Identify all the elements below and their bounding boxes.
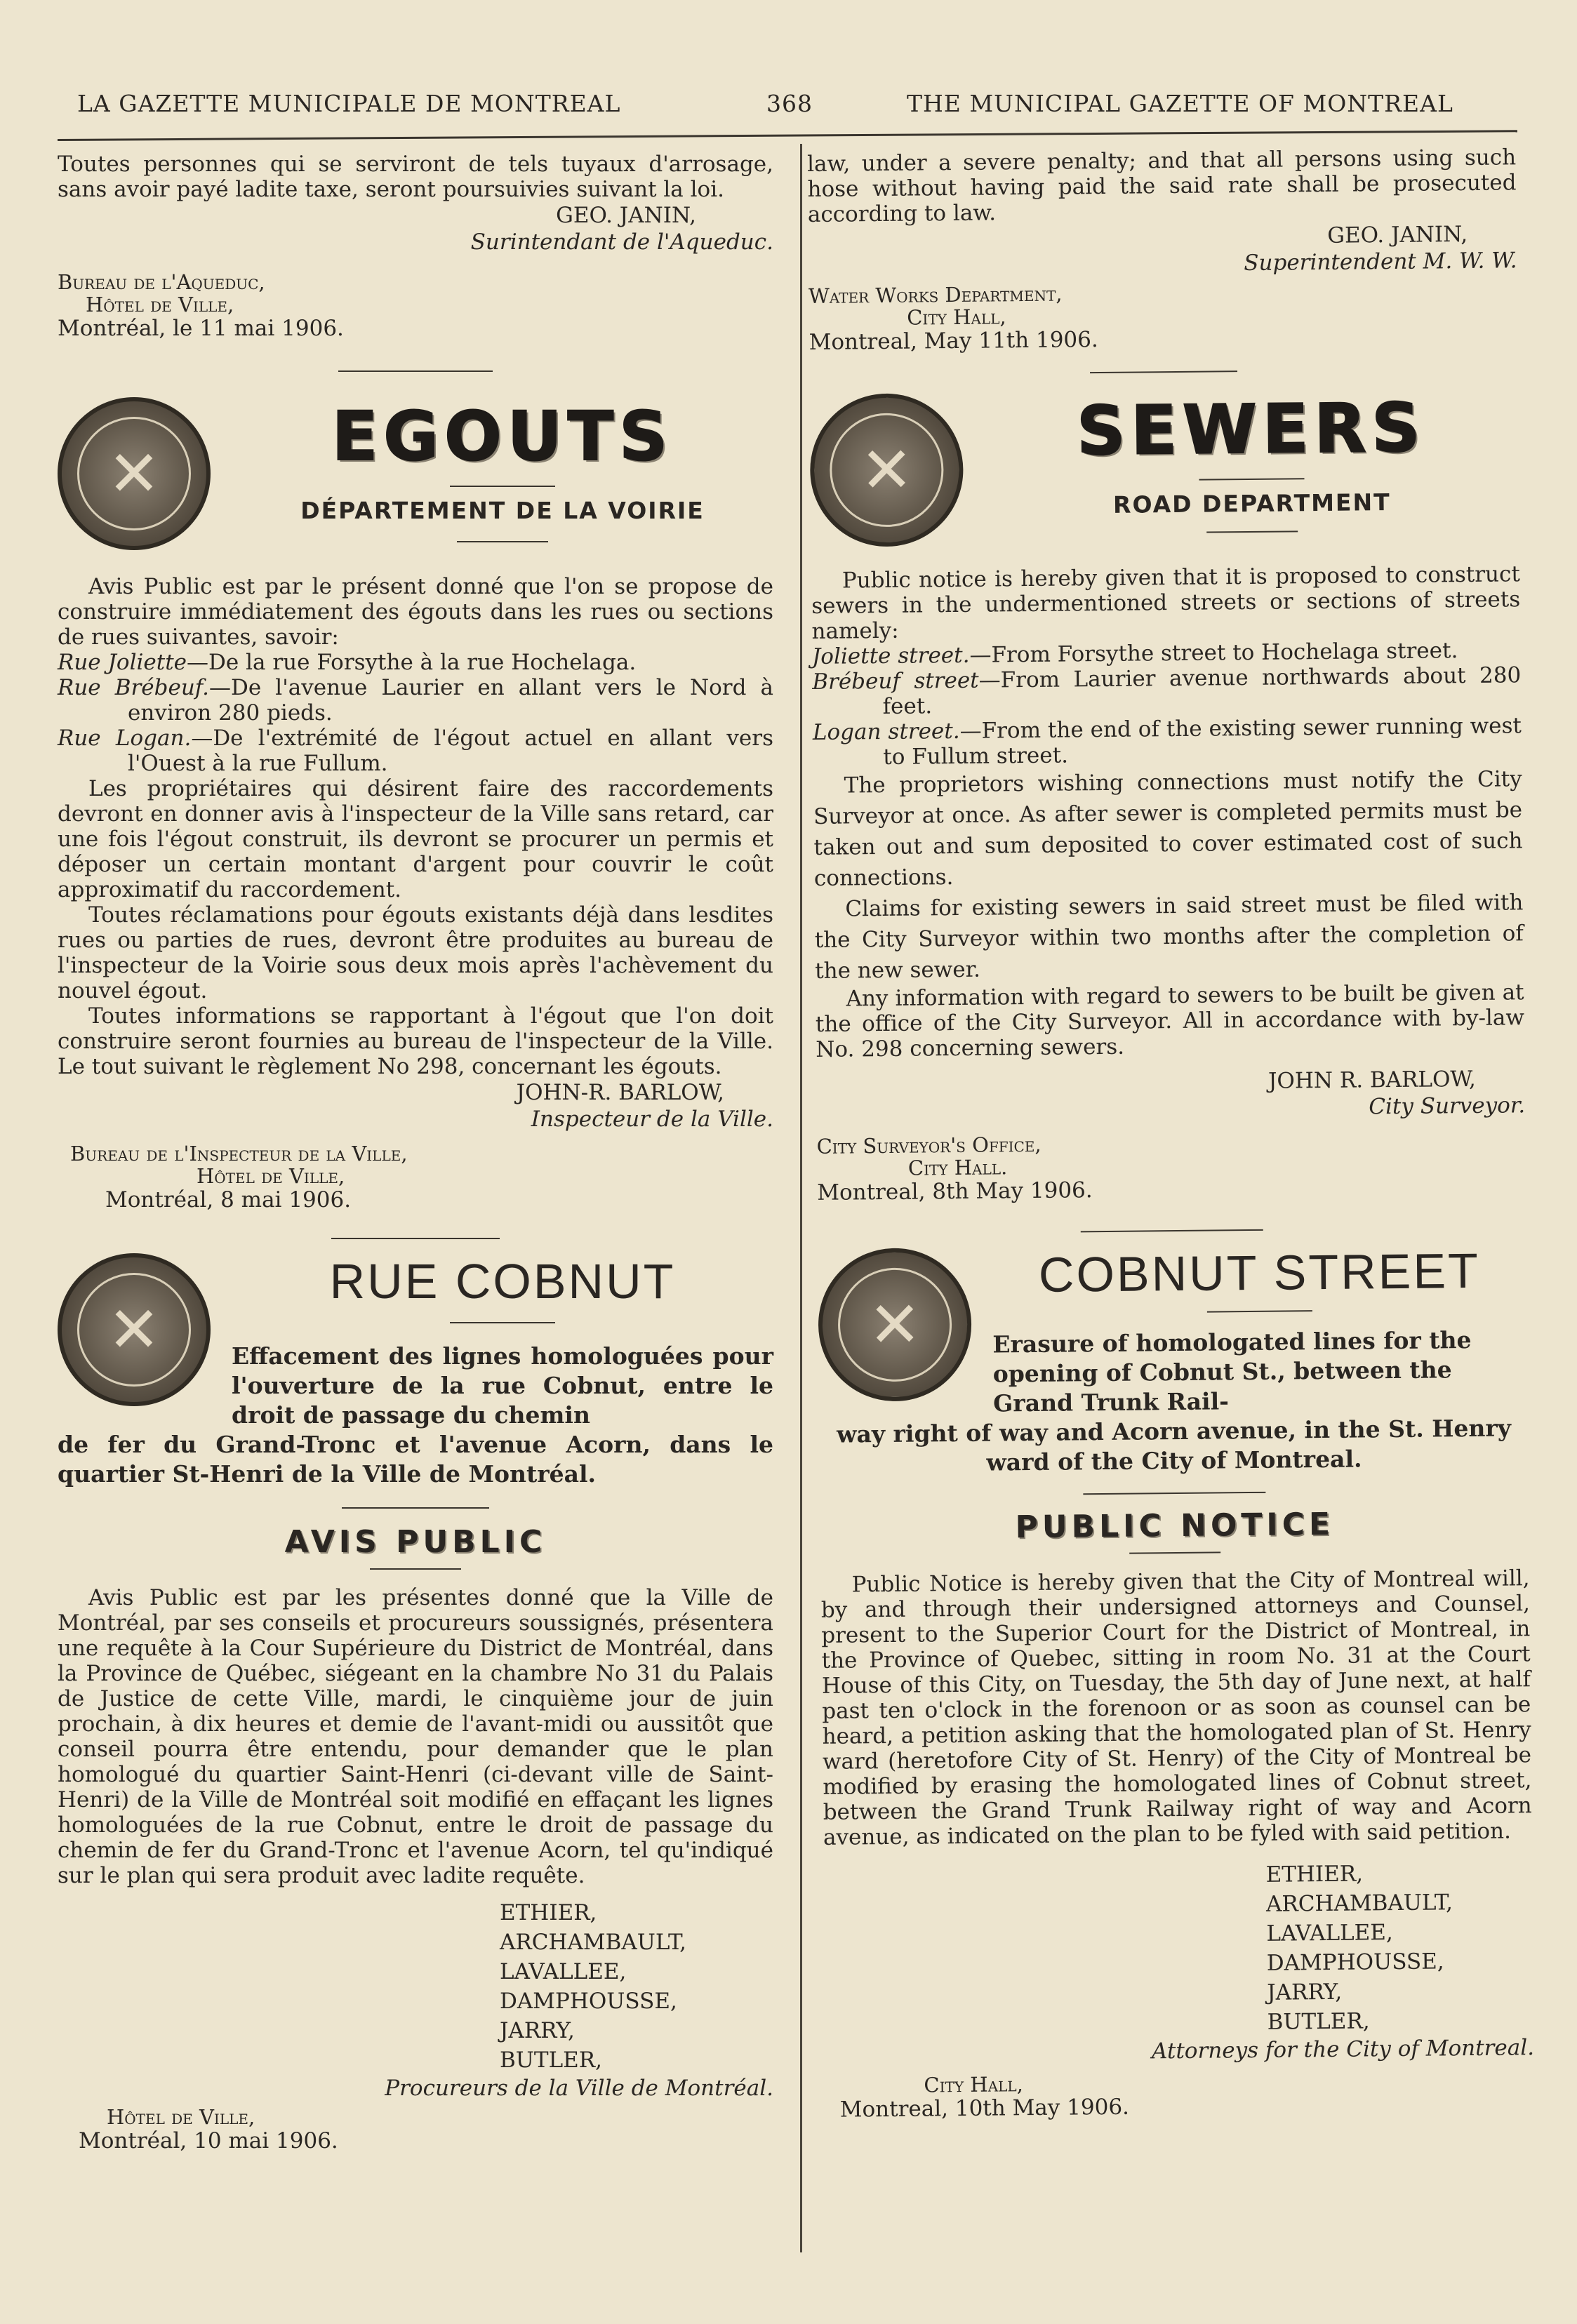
section-rule (342, 1507, 489, 1509)
date-line: Montreal, May 11th 1906. (809, 327, 1098, 355)
rue-cobnut-subtitle: Effacement des lignes homologuées pour l'ouverture de la rue Cobnut, entre le droit de passage du chemin (232, 1342, 773, 1429)
city-seal-icon (58, 397, 211, 550)
egouts-para: Avis Public est par le présent donné que l'on se propose de construire immédiatement des égouts dans les rues ou sections de rues suivantes, savoir: (58, 574, 773, 650)
sewers-para: The proprietors wishing connections must notify the City Surveyor at once. As after sewer is completed permits must be taken out and sum deposited to cover estimated cost of such connections. (813, 766, 1523, 891)
date-line: Montreal, 10th May 1906. (839, 2094, 1130, 2123)
sewers-department: ROAD DEPARTMENT (1112, 488, 1391, 519)
attorney-name: BUTLER, (1267, 2008, 1370, 2035)
egouts-street-brebeuf: Rue Brébeuf.—De l'avenue Laurier en allant vers le Nord à environ 280 pieds. (58, 675, 773, 726)
egouts-dateline (58, 1142, 773, 1213)
date-line: Montréal, 8 mai 1906. (105, 1187, 352, 1213)
section-rule (338, 370, 493, 372)
rue-cobnut-title: RUE COBNUT (329, 1254, 676, 1309)
water-works-signature-title: Superintendent M. W. W. (1244, 248, 1517, 276)
section-rule (1083, 1492, 1265, 1495)
hall-line: City Hall, (907, 305, 1006, 330)
egouts-signature: JOHN-R. BARLOW, (516, 1080, 724, 1105)
section-rule (370, 1568, 461, 1570)
running-head-french: LA GAZETTE MUNICIPALE DE MONTREAL (77, 90, 621, 117)
aqueduct-notice-end: Toutes personnes qui se serviront de tels tuyaux d'arrosage, sans avoir payé ladite taxe, seront poursuivies suivant la loi. (58, 152, 773, 202)
office-line: Bureau de l'Aqueduc, (58, 270, 265, 294)
cobnut-dateline (58, 2106, 773, 2153)
water-works-dateline (809, 278, 1518, 355)
attorneys-title: Procureurs de la Ville de Montréal. (385, 2076, 773, 2101)
attorney-name: ARCHAMBAULT, (500, 1930, 686, 1955)
cobnut-street-subtitle: Erasure of homologated lines for the opening of Cobnut St., between the Grand Trunk Rail- (992, 1325, 1472, 1417)
date-line: Montreal, 8th May 1906. (817, 1177, 1093, 1206)
english-column (807, 145, 1535, 2123)
cobnut-street-subtitle-cont: way right of way and Acorn avenue, in the St. Henry ward of the City of Montreal. (836, 1414, 1512, 1476)
sewers-signature: JOHN R. BARLOW, (1267, 1066, 1476, 1094)
avis-public-heading: AVIS PUBLIC (284, 1524, 547, 1560)
title-rule (1206, 530, 1298, 533)
egouts-title: EGOUTS (331, 397, 674, 476)
public-notice-heading: PUBLIC NOTICE (1015, 1506, 1335, 1546)
sewers-street-logan: Logan street.—From the end of the existing sewer running west to Fullum street. (812, 713, 1522, 770)
running-head-english: THE MUNICIPAL GAZETTE OF MONTREAL (907, 90, 1453, 117)
header-rule (58, 130, 1517, 141)
page-number: 368 (766, 90, 813, 117)
city-seal-icon (809, 393, 964, 547)
public-notice-para: Public Notice is hereby given that the City of Montreal will, by and through their undersigned attorneys and Counsel, present to the Superior Court for the District of Montreal, in the Province of Quebec, sitting in room No. 31 at the Court House of this City, on Tuesday, the 5th day of June next, at half past ten o'clock in the forenoon or as soon as counsel can be heard, a petition asking that the homologated plan of St. Henry ward (heretofore City of St. Henry) of the City of Montreal be modified by erasing the homologated lines of Cobnut street, between the Grand Trunk Railway right of way and Acorn avenue, as indicated on the plan to be fyled with said petition. (820, 1565, 1532, 1850)
date-line: Montréal, 10 mai 1906. (79, 2128, 338, 2153)
egouts-street-logan: Rue Logan.—De l'extrémité de l'égout actuel en allant vers l'Ouest à la rue Fullum. (58, 726, 773, 776)
section-rule (331, 1238, 500, 1239)
egouts-body (58, 574, 773, 1213)
hall-line: City Hall. (907, 1155, 1008, 1180)
hall-line: City Hall, (924, 2072, 1023, 2097)
aqueduct-dateline (58, 271, 773, 341)
attorney-name: JARRY, (500, 2018, 575, 2043)
title-rule (450, 486, 555, 487)
title-rule (457, 541, 548, 542)
attorney-name: ETHIER, (500, 1900, 597, 1925)
hall-line: Hôtel de Ville, (86, 293, 234, 316)
title-rule (1199, 478, 1305, 480)
attorney-name: ARCHAMBAULT, (1265, 1890, 1453, 1917)
attorney-names (58, 1898, 773, 2075)
attorney-name: LAVALLEE, (500, 1959, 627, 1984)
attorneys-title: Attorneys for the City of Montreal. (1151, 2035, 1535, 2064)
section-rule (1129, 1551, 1220, 1554)
attorney-names (823, 1857, 1533, 2041)
attorney-name: ETHIER, (1265, 1861, 1364, 1888)
sewers-header (809, 387, 1519, 547)
aqueduct-signature: GEO. JANIN, (556, 203, 696, 228)
attorney-name: JARRY, (1267, 1979, 1343, 2005)
water-works-signature: GEO. JANIN, (1327, 221, 1468, 248)
attorney-name: DAMPHOUSSE, (500, 1989, 677, 2014)
sewers-signature-title: City Surveyor. (1369, 1093, 1526, 1120)
hall-line: Hôtel de Ville, (107, 2105, 255, 2129)
section-rule (1081, 1229, 1263, 1232)
title-rule (450, 1322, 555, 1323)
egouts-street-joliette: Rue Joliette—De la rue Forsythe à la rue Hochelaga. (58, 650, 637, 675)
sewers-street-brebeuf: Brébeuf street—From Laurier avenue northwards about 280 feet. (812, 662, 1522, 720)
rue-cobnut-subtitle-cont: de fer du Grand-Tronc et l'avenue Acorn, dans le quartier St-Henri de la Ville de Montréal. (58, 1431, 773, 1488)
attorney-name: LAVALLEE, (1266, 1920, 1393, 1946)
egouts-para: Toutes informations se rapportant à l'égout que l'on doit construire seront fournies au bureau de l'inspecteur de la Ville. Le tout suivant le règlement No 298, concernant les égouts. (58, 1003, 773, 1079)
sewers-para: Any information with regard to sewers to be built be given at the office of the City Surveyor. All in accordance with by-law No. 298 concerning sewers. (815, 980, 1525, 1062)
rue-cobnut-header (58, 1253, 773, 1430)
cobnut-street-dateline (825, 2068, 1535, 2123)
egouts-signature-title: Inspecteur de la Ville. (531, 1107, 773, 1132)
office-line: Bureau de l'Inspecteur de la Ville, (70, 1142, 408, 1166)
city-seal-icon (58, 1253, 211, 1406)
sewers-street-joliette: Joliette street.—From Forsythe street to Hochelaga street. (811, 638, 1458, 669)
sewers-para: Claims for existing sewers in said street must be filed with the City Surveyor within two months after the completion of the new sewer. (814, 890, 1524, 984)
sewers-body (811, 561, 1526, 1206)
egouts-header (58, 397, 773, 550)
column-divider (800, 144, 802, 2252)
attorney-name: BUTLER, (500, 2048, 602, 2073)
hall-line: Hôtel de Ville, (197, 1164, 345, 1188)
date-line: Montréal, le 11 mai 1906. (58, 316, 344, 341)
egouts-department: DÉPARTEMENT DE LA VOIRIE (300, 497, 705, 524)
sewers-dateline (816, 1128, 1526, 1206)
office-line: City Surveyor's Office, (816, 1132, 1042, 1158)
city-seal-icon (818, 1248, 972, 1402)
cobnut-street-header (818, 1242, 1528, 1420)
sewers-para: Public notice is hereby given that it is proposed to construct sewers in the undermentioned streets or sections of streets namely: (811, 561, 1521, 644)
section-rule (1090, 370, 1237, 373)
egouts-para: Toutes réclamations pour égouts existants déjà dans lesdites rues ou parties de rues, devront être produites au bureau de l'inspecteur de la Voirie sous deux mois après l'achèvement du nouvel égout. (58, 902, 773, 1003)
aqueduct-signature-title: Surintendant de l'Aqueduc. (470, 229, 773, 255)
egouts-para: Les propriétaires qui désirent faire des raccordements devront en donner avis à l'inspecteur de la Ville sans retard, car une fois l'égout construit, ils devront se procurer un permis et déposer un certain montant d'argent pour couvrir le coût approximatif du raccordement. (58, 776, 773, 902)
french-column (58, 152, 773, 2153)
cobnut-street-title: COBNUT STREET (1038, 1243, 1481, 1302)
avis-public-para: Avis Public est par les présentes donné que la Ville de Montréal, par ses conseils et procureurs soussignés, présentera une requête à la Cour Supérieure du District de Montréal, dans la Province de Québec, siégeant en la chambre No 31 du Palais de Justice de cette Ville, mardi, le cinquième jour de juin prochain, à dix heures et demie de l'avant-midi ou aussitôt que conseil pourra être entendu, pour demander que le plan homologué du quartier Saint-Henri (ci-devant ville de Saint-Henri) de la Ville de Montréal soit modifié en effaçant les lignes homologuées de la rue Cobnut, entre le droit de passage du chemin de fer du Grand-Tronc et l'avenue Acorn, tel qu'indiqué sur le plan qui sera produit avec ladite requête. (58, 1585, 773, 1888)
sewers-title: SEWERS (1076, 388, 1426, 471)
office-line: Water Works Department, (808, 281, 1063, 308)
attorney-name: DAMPHOUSSE, (1266, 1949, 1444, 1976)
title-rule (1207, 1310, 1312, 1312)
water-works-notice-end: law, under a severe penalty; and that all persons using such hose without having paid the said rate shall be prosecuted according to law. (807, 145, 1517, 227)
